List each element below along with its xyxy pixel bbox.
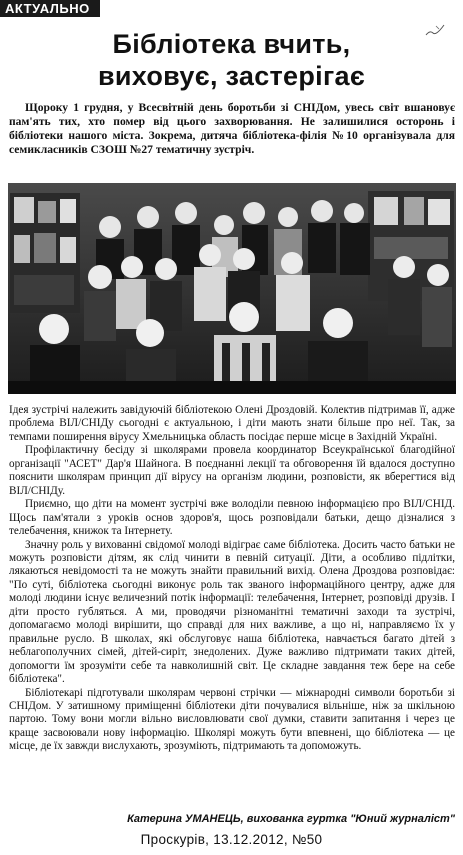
article-lead: Щороку 1 грудня, у Всесвітній день боротьби зі СНІДом, увесь світ вшановує пам'ять тих, хто помер від цього захворювання. Не залишилися осторонь і бібліотеки нашого міста. Зокрема, дитяча бібліотека-філія №10 організувала для семикласників СЗОШ №27 тематичну зустріч. [9,101,455,156]
body-paragraph: Бібліотекарі підготували школярам червоні стрічки — міжнародні символи боротьби зі СНІДом. У затишному приміщенні бібліотеки діти почувалися вільніше, ніж за шкільною партою. Тому вони могли вільно висловлювати свої думки, ставити запитання і через це краще засвоювали нову інформацію. Школярі можуть бути впевнені, що бібліотека — це місце, де їх завжди вислухають, зрозуміють, підтримають та допоможуть. [9,686,455,753]
headline-line-2: виховує, застерігає [97,61,366,91]
publication-source: Проскурів, 13.12.2012, №50 [140,832,323,847]
body-paragraph: Значну роль у вихованні свідомої молоді відіграє саме бібліотека. Досить часто батьки не можуть розповісти дітям, як слід чинити в певній ситуації. Діти, а особливо підлітки, лякаються невідомості та не можуть знайти правильний вихід. Олена Дроздова розповідає: "По суті, бібліотека сьогодні виконує роль так званого інформаційного центру, адже для молоді людини існує величезний потік інформації: телебачення, Інтернет, розповіді друзів. І діти просто губляться. А ми, проводячи різноманітні тематичні заходи та зустрічі, допомагаємо молоді вирішити, що справді для них важливе, а що ні, направляємо їх у правильне русло. В школах, які обслуговує наша бібліотека, навчається багато дітей з неблагополучних сімей, дітей-сиріт, знедолених. Дуже важливо підтримати таких дітей, допомогти їм зрозуміти себе та навколишній світ. Це складне завдання теж бере на себе бібліотека". [9,538,455,686]
group-photo [8,183,456,394]
rubric-label: АКТУАЛЬНО [0,0,100,17]
body-paragraph: Ідея зустрічі належить завідуючій бібліотекою Олені Дроздовій. Колектив підтримав її, адже проблема ВІЛ/СНІДу сьогодні є актуальною, і діти мають знати більше про неї. Так, за темпами поширення вірусу Хмельницька область посідає перше місце в Західній Україні. [9,404,455,443]
headline-line-1: Бібліотека вчить, [112,29,351,59]
article-headline [0,28,463,92]
body-paragraph: Профілактичну бесіду зі школярами провела координатор Всеукраїнської благодійної організації "АСЕТ" Дар'я Шайнога. В поєднанні лекції та обговорення їй вдалося доступно пояснити школярам принцип дії вірусу на організм людини, розповісти, як вберегтися від ВІЛ/СНІДу. [9,444,455,497]
article-author: Катерина УМАНЕЦЬ, вихованка гуртка "Юний журналіст" [127,813,455,825]
article-body [9,404,455,754]
body-paragraph: Приємно, що діти на момент зустрічі вже володіли певною інформацією про ВІЛ/СНІД. Щось пам'ятали з уроків основ здоров'я, щось розповідали батьки, дещо дізналися з телебачення, книжок та Інтернету. [9,498,455,538]
